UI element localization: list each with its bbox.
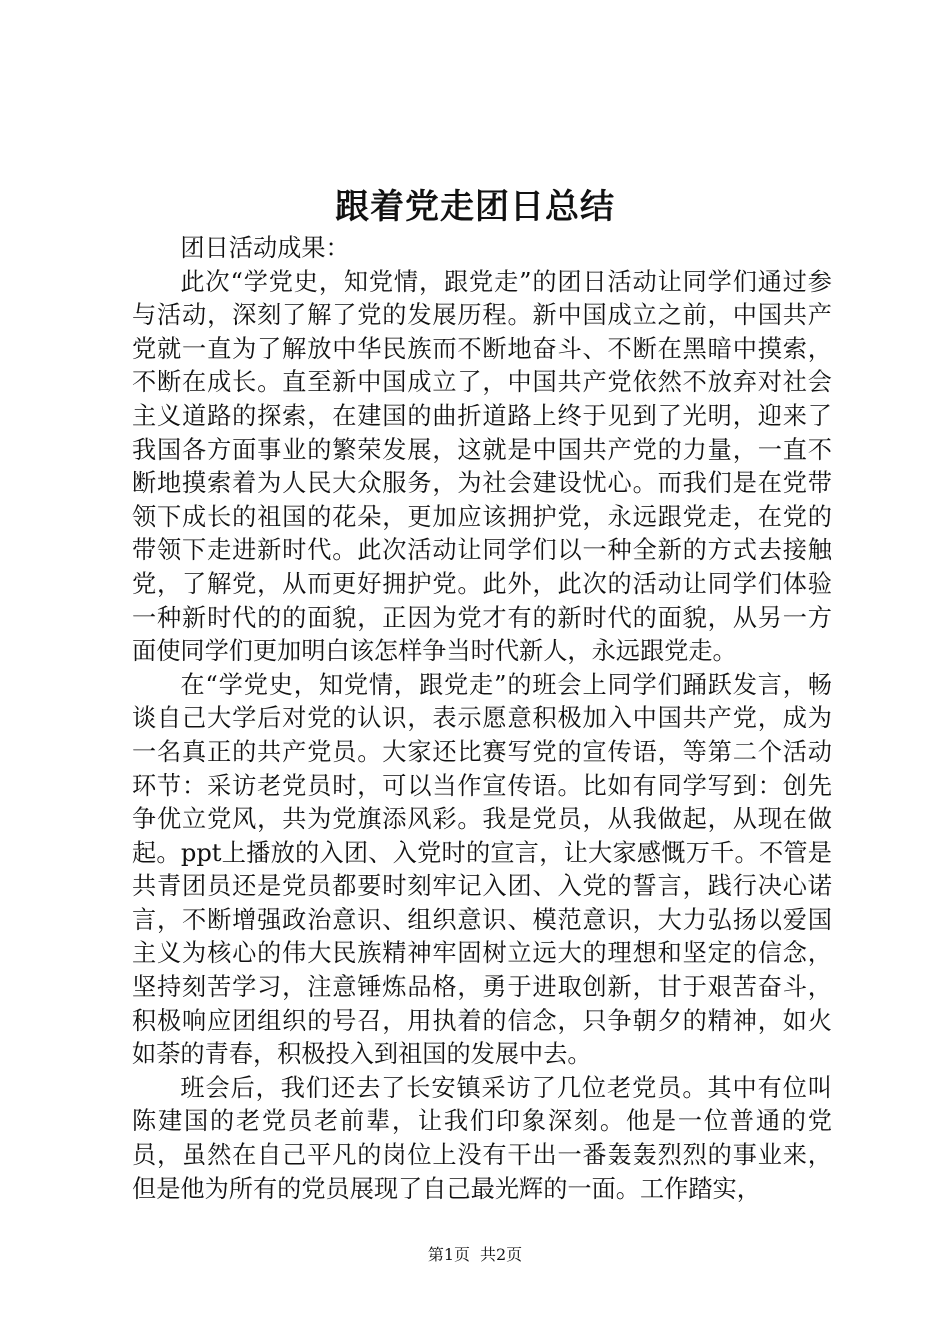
page-total: 共2页: [480, 1245, 523, 1264]
paragraph: 此次“学党史，知党情，跟党走”的团日活动让同学们通过参与活动，深刻了解了党的发展历程。新中国成立之前，中国共产党就一直为了解放中华民族而不断地奋斗、不断在黑暗中摸索，不断在成长。直至新中国成立了，中国共产党依然不放弃对社会主义道路的探索，在建国的曲折道路上终于见到了光明，迎来了我国各方面事业的繁荣发展，这就是中国共产党的力量，一直不断地摸索着为人民大众服务，为社会建设忧心。而我们是在党带领下成长的祖国的花朵，更加应该拥护党，永远跟党走，在党的带领下走进新时代。此次活动让同学们以一种全新的方式去接触党，了解党，从而更好拥护党。此外，此次的活动让同学们体验一种新时代的的面貌，正因为党才有的新时代的面貌，从另一方面使同学们更加明白该怎样争当时代新人，永远跟党走。: [132, 267, 832, 666]
paragraph: 在“学党史，知党情，跟党走”的班会上同学们踊跃发言，畅谈自己大学后对党的认识，表示愿意积极加入中国共产党，成为一名真正的共产党员。大家还比赛写党的宣传语，等第二个活动环节：采访老党员时，可以当作宣传语。比如有同学写到：创先争优立党风，共为党旗添风彩。我是党员，从我做起，从现在做起。ppt上播放的入团、入党时的宣言，让大家感慨万千。不管是共青团员还是党员都要时刻牢记入团、入党的誓言，践行决心诺言，不断增强政治意识、组织意识、模范意识，大力弘扬以爱国主义为核心的伟大民族精神牢固树立远大的理想和坚定的信念，坚持刻苦学习，注意锤炼品格，勇于进取创新，甘于艰苦奋斗，积极响应团组织的号召，用执着的信念，只争朝夕的精神，如火如荼的青春，积极投入到祖国的发展中去。: [132, 670, 832, 1069]
page-footer: [0, 1244, 950, 1266]
document-body: [132, 232, 832, 1206]
page-number: 第1页: [427, 1245, 470, 1264]
paragraph: 班会后，我们还去了长安镇采访了几位老党员。其中有位叫陈建国的老党员老前辈，让我们印象深刻。他是一位普通的党员，虽然在自己平凡的岗位上没有干出一番轰轰烈烈的事业来，但是他为所有的党员展现了自己最光辉的一面。工作踏实，: [132, 1073, 832, 1203]
document-title: 跟着党走团日总结: [335, 187, 615, 227]
paragraph-heading: 团日活动成果：: [180, 234, 350, 262]
